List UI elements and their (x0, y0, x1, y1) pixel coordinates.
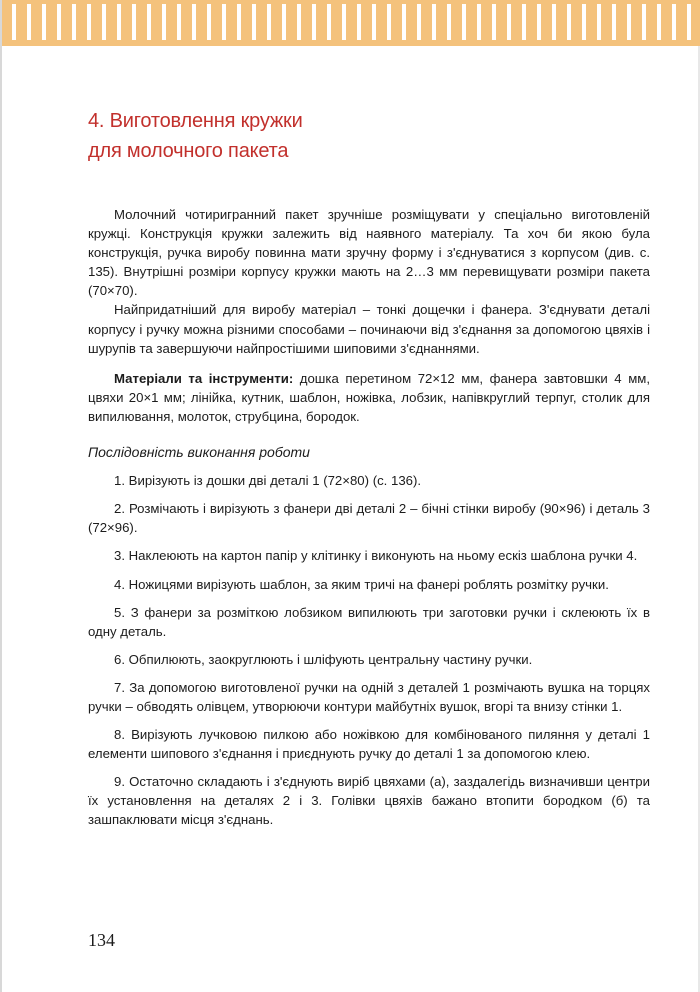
intro-paragraph-1: Молочний чотиригранний пакет зручніше розміщувати у спеціально виготовленій кружці. Конструкція кружки залежить від наявного матеріалу. Та хоч би якою була конструкція, ручка виробу повинна мати зручну форму і з'єднуватися з корпусом (див. с. 135). Внутрішні розміри корпусу кружки мають на 2…3 мм перевищувати розміри пакета (70×70). (88, 207, 650, 299)
top-decorative-band (0, 0, 700, 46)
page-left-edge (0, 0, 2, 992)
step-item: 3. Наклеюють на картон папір у клітинку і виконують на ньому ескіз шаблона ручки 4. (114, 548, 638, 564)
step-item: 8. Вирізують лучковою пилкою або ножівкою для комбінованого пиляння у деталі 1 елементи шипового з'єднання і приєднують ручку до деталі 1 за допомогою клею. (88, 727, 650, 762)
page-number: 134 (88, 930, 115, 950)
top-stripe-pattern (12, 4, 692, 40)
step-item: 1. Вирізують із дошки дві деталі 1 (72×80) (с. 136). (114, 473, 422, 489)
step-item: 7. За допомогою виготовленої ручки на одній з деталей 1 розмічають вушка на торцях ручки – обводять олівцем, утворюючи контури майбутніх вушок, вгорі та внизу стінки 1. (88, 679, 650, 714)
intro-paragraph-2: Найпридатніший для виробу матеріал – тонкі дощечки і фанера. З'єднувати деталі корпусу і ручку можна різними способами – починаючи від з'єднання за допомогою цвяхів і шурупів та завершуючи найпростішими шиповими з'єднаннями. (88, 302, 650, 356)
section-title-line-1: 4. Виготовлення кружки (88, 110, 303, 132)
page-content (88, 205, 650, 839)
section-title (88, 106, 303, 166)
step-item: 2. Розмічають і вирізують з фанери дві деталі 2 – бічні стінки виробу (90×96) і деталь 3 (72×96). (88, 501, 650, 536)
step-item: 5. З фанери за розміткою лобзиком випилюють три заготовки ручки і склеюють їх в одну деталь. (88, 604, 650, 639)
materials-label: Матеріали та інструменти: (114, 370, 294, 386)
step-item: 4. Ножицями вирізують шаблон, за яким тричі на фанері роблять розмітку ручки. (114, 576, 609, 592)
step-item: 9. Остаточно складають і з'єднують виріб цвяхами (а), заздалегідь визначивши центри їх установлення на деталях 2 і 3. Голівки цвяхів бажано втопити бородком (б) та зашпаклювати місця з'єднань. (88, 774, 650, 828)
materials-text: дошка перетином 72×12 мм, фанера завтовшки 4 мм, цвяхи 20×1 мм; лінійка, кутник, шаблон, ножівка, лобзик, напівкруглий терпуг, столик для випилювання, молоток, струбцина, бородок. (88, 370, 650, 424)
sequence-heading: Послідовність виконання роботи (88, 444, 310, 461)
step-item: 6. Обпилюють, заокруглюють і шліфують центральну частину ручки. (114, 651, 533, 667)
materials-paragraph (88, 369, 650, 426)
section-title-line-2: для молочного пакета (88, 140, 289, 162)
